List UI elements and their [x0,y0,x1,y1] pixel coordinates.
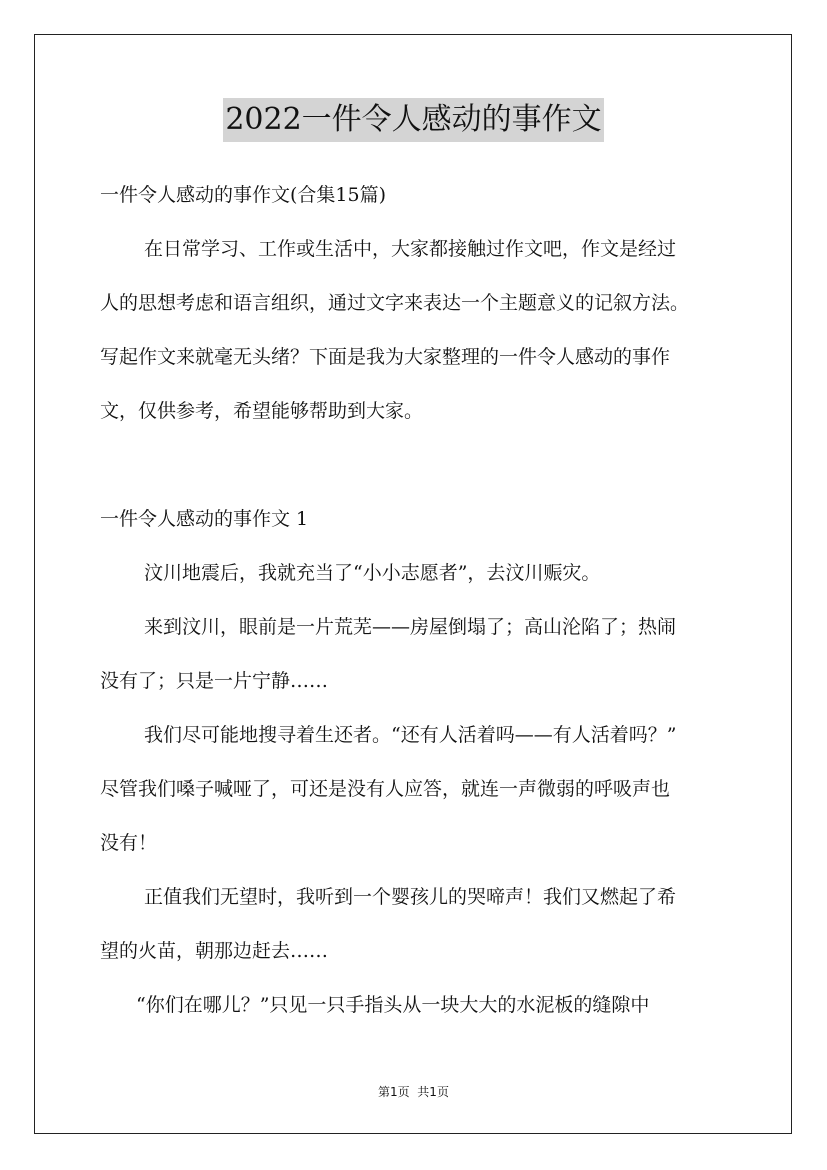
intro-line-4: 文，仅供参考，希望能够帮助到大家。 [100,400,424,422]
page-number: 第1页 共1页 [378,1085,449,1099]
body-line-3: 没有了；只是一片宁静…… [100,670,329,692]
body-line-9: “你们在哪儿？”只见一只手指头从一块大大的水泥板的缝隙中 [136,994,650,1016]
body-line-1: 汶川地震后，我就充当了“小小志愿者”，去汶川赈灾。 [144,562,601,584]
document-title: 2022一件令人感动的事作文 [223,98,603,142]
title-container [0,98,827,142]
intro-line-2: 人的思想考虑和语言组织，通过文字来表达一个主题意义的记叙方法。 [100,292,690,314]
section-heading: 一件令人感动的事作文 1 [100,508,309,530]
body-line-8: 望的火苗，朝那边赶去…… [100,940,329,962]
body-line-4: 我们尽可能地搜寻着生还者。“还有人活着吗——有人活着吗？” [144,724,677,746]
intro-line-3: 写起作文来就毫无头绪？下面是我为大家整理的一件令人感动的事作 [100,346,671,368]
body-line-7: 正值我们无望时，我听到一个婴孩儿的哭啼声！我们又燃起了希 [144,886,677,908]
document-subtitle: 一件令人感动的事作文(合集15篇) [100,184,387,206]
body-line-5: 尽管我们嗓子喊哑了，可还是没有人应答，就连一声微弱的呼吸声也 [100,778,671,800]
body-line-6: 没有！ [100,832,158,854]
body-line-2: 来到汶川，眼前是一片荒芜——房屋倒塌了；高山沦陷了；热闹 [144,616,677,638]
intro-line-1: 在日常学习、工作或生活中，大家都接触过作文吧，作文是经过 [144,238,677,260]
